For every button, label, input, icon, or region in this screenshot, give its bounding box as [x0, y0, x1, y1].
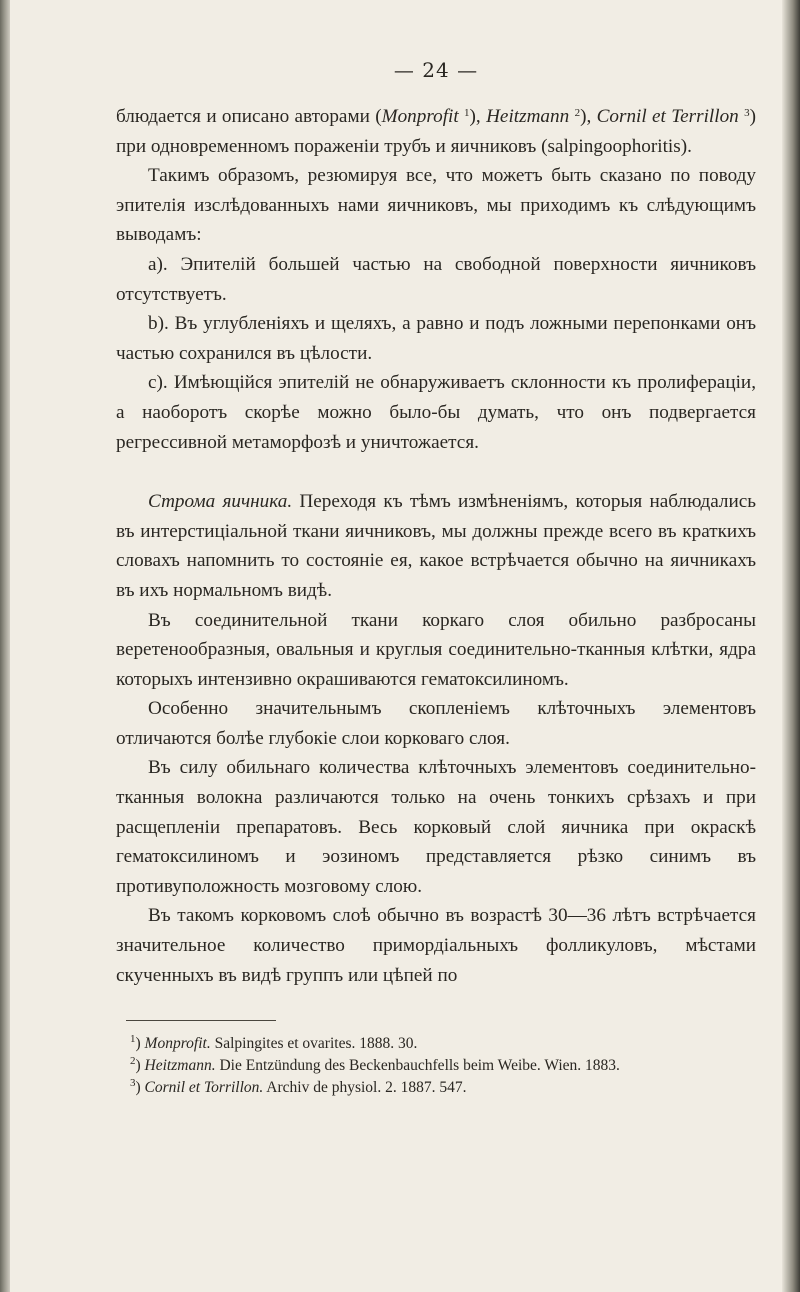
- paragraph: a). Эпителій большей частью на свободной поверхности яичниковъ отсутствуетъ.: [116, 253, 756, 305]
- paragraph: блюдается и описано авторами (Monprofit $^1$), Heitzmann $^2$), Cornil et Terrillon $^3$) при одновременномъ пораженіи трубъ и яичниковъ (salpingoophoritis).: [116, 106, 757, 157]
- page-number: — 24 —: [393, 58, 479, 82]
- paragraph: Въ соединительной ткани коркаго слоя обильно разбросаны веретенообразныя, овальныя и круглыя соединительно-тканныя клѣтки, ядра которыхъ интензивно окрашиваются гематоксилиномъ.: [116, 609, 756, 690]
- paragraph: Въ силу обильнаго количества клѣточныхъ элементовъ соединительно-тканныя волокна различаются только на очень тонкихъ срѣзахъ и при расщепленіи препаратовъ. Весь корковый слой яичника при окраскѣ гематоксилиномъ и эозиномъ представляется рѣзко синимъ въ противуположность мозговому слою.: [116, 757, 756, 897]
- scan-left-edge: [0, 0, 10, 1292]
- paragraph: c). Имѣющійся эпителій не обнаруживаетъ склонности къ пролифераціи, а наоборотъ скорѣе можно было-бы думать, что онъ подвергается регрессивной метаморфозѣ и уничтожается.: [116, 372, 756, 453]
- paragraph: b). Въ углубленіяхъ и щеляхъ, а равно и подъ ложными перепонками онъ частью сохранился въ цѣлости.: [116, 313, 756, 364]
- footnote: $^2$) Heitzmann. Die Entzündung des Beckenbauchfells beim Weibe. Wien. 1883.: [130, 1055, 620, 1075]
- book-page: [116, 58, 756, 1099]
- footnote-rule: [126, 1020, 276, 1021]
- footnote: $^1$) Monprofit. Salpingites et ovarites. 1888. 30.: [130, 1033, 418, 1053]
- paragraph: Такимъ образомъ, резюмируя все, что можетъ быть сказано по поводу эпителія изслѣдованныхъ нами яичниковъ, мы приходимъ къ слѣдующимъ выводамъ:: [116, 165, 756, 246]
- paragraph: Строма яичника. Переходя къ тѣмъ измѣненіямъ, которыя наблюдались въ интерстиціальной ткани яичниковъ, мы должны прежде всего въ краткихъ словахъ напомнить то состояніе ея, какое встрѣчается обычно на яичникахъ въ ихъ нормальномъ видѣ.: [116, 491, 757, 601]
- paragraph: Особенно значительнымъ скопленіемъ клѣточныхъ элементовъ отличаются болѣе глубокіе слои корковаго слоя.: [116, 698, 756, 749]
- footnote: $^3$) Cornil et Torrillon. Archiv de physiol. 2. 1887. 547.: [130, 1077, 467, 1097]
- footnotes: [116, 1033, 756, 1099]
- page-body: [116, 102, 756, 990]
- paragraph: Въ такомъ корковомъ слоѣ обычно въ возрастѣ 30—36 лѣтъ встрѣчается значительное количество примордіальныхъ фолликуловъ, мѣстами скученныхъ въ видѣ группъ или цѣпей по: [116, 905, 756, 986]
- scan-right-edge: [782, 0, 800, 1292]
